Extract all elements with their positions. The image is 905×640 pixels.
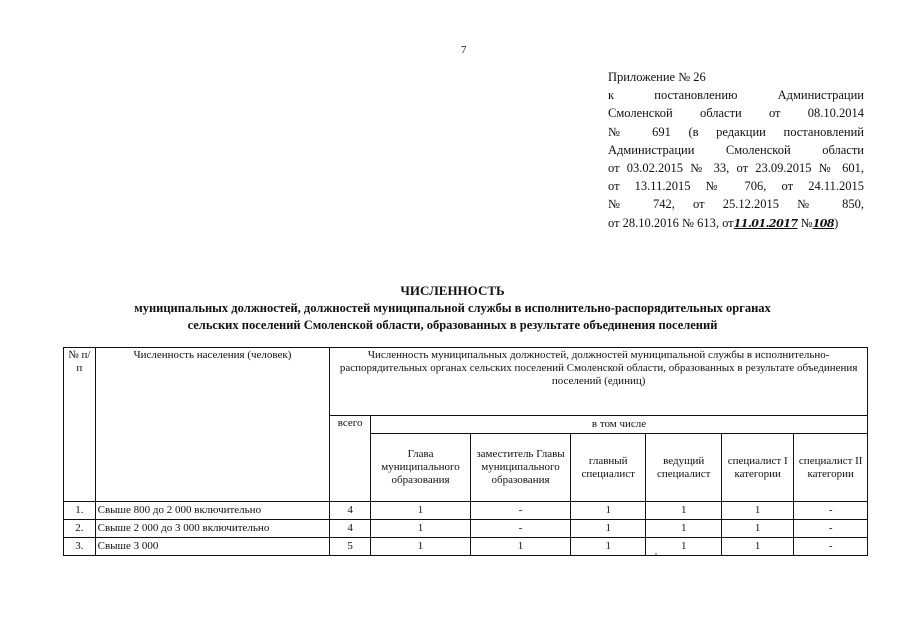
row-number: 1. (64, 502, 96, 520)
header-chief-specialist: главный специалист (571, 434, 646, 502)
row-population: Свыше 800 до 2 000 включительно (95, 502, 330, 520)
document-subtitle-line2: сельских поселений Смоленской области, образованных в результате объединения поселений (187, 318, 718, 332)
row-value: 1 (646, 502, 721, 520)
row-population: Свыше 3 000 (95, 538, 330, 556)
row-value: - (471, 520, 571, 538)
row-number: 2. (64, 520, 96, 538)
appendix-line: Администрации Смоленской области (608, 142, 864, 157)
header-deputy-head: заместитель Главы муниципального образования (471, 434, 571, 502)
appendix-line: от 13.11.2015 № 706, от 24.11.2015 (608, 179, 864, 194)
header-total: всего (330, 416, 371, 502)
appendix-last-line (608, 214, 864, 233)
header-specialist-category-2: специалист II категории (794, 434, 868, 502)
appendix-line: к постановлению Администрации (608, 88, 864, 103)
row-value: 1 (371, 538, 471, 556)
header-leading-specialist: ведущий специалист (646, 434, 721, 502)
row-value: - (471, 502, 571, 520)
row-total: 5 (330, 538, 371, 556)
row-total: 4 (330, 520, 371, 538)
page-number: 7 (461, 44, 467, 56)
appendix-line: Смоленской области от 08.10.2014 (608, 106, 864, 121)
table-row (64, 520, 868, 538)
header-including: в том числе (371, 416, 868, 434)
row-value: 1 (371, 520, 471, 538)
scan-speck (655, 553, 657, 555)
row-value: 1 (646, 538, 721, 556)
handwritten-number-prefix: № (797, 215, 813, 230)
header-number: № п/п (64, 348, 96, 502)
header-specialist-category-1: специалист I категории (721, 434, 793, 502)
row-value: 1 (571, 520, 646, 538)
appendix-last-line-prefix: от 28.10.2016 № 613, от (608, 215, 734, 230)
table-row (64, 502, 868, 520)
row-value: 1 (721, 520, 793, 538)
document-subtitle-line1: муниципальных должностей, должностей муниципальной службы в исполнительно-распорядительных органах (134, 301, 771, 315)
appendix-line: от 03.02.2015 № 33, от 23.09.2015 № 601, (608, 161, 864, 176)
header-group: Численность муниципальных должностей, должностей муниципальной службы в исполнительно-распорядительных органах сельских поселений Смоленской области, образованных в результате объединения поселений (единиц) (330, 348, 868, 416)
appendix-block (608, 68, 864, 233)
closing-paren: ) (834, 215, 839, 230)
header-head-of-municipality: Глава муниципального образования (371, 434, 471, 502)
row-value: 1 (721, 538, 793, 556)
row-value: 1 (571, 538, 646, 556)
row-number: 3. (64, 538, 96, 556)
row-value: 1 (646, 520, 721, 538)
row-value: 1 (471, 538, 571, 556)
row-value: - (794, 502, 868, 520)
header-population: Численность населения (человек) (95, 348, 330, 502)
row-value: 1 (371, 502, 471, 520)
handwritten-date: 11.01.2017 (733, 216, 798, 230)
row-population: Свыше 2 000 до 3 000 включительно (95, 520, 330, 538)
row-value: - (794, 538, 868, 556)
appendix-line: № 691 (в редакции постановлений (608, 124, 864, 139)
appendix-line: № 742, от 25.12.2015 № 850, (608, 197, 864, 212)
row-value: - (794, 520, 868, 538)
row-value: 1 (721, 502, 793, 520)
document-title: ЧИСЛЕННОСТЬ (400, 283, 505, 298)
table-row (64, 538, 868, 556)
staffing-table (63, 347, 868, 556)
handwritten-number: 108 (812, 216, 835, 230)
row-total: 4 (330, 502, 371, 520)
row-value: 1 (571, 502, 646, 520)
appendix-title: Приложение № 26 (608, 70, 706, 84)
